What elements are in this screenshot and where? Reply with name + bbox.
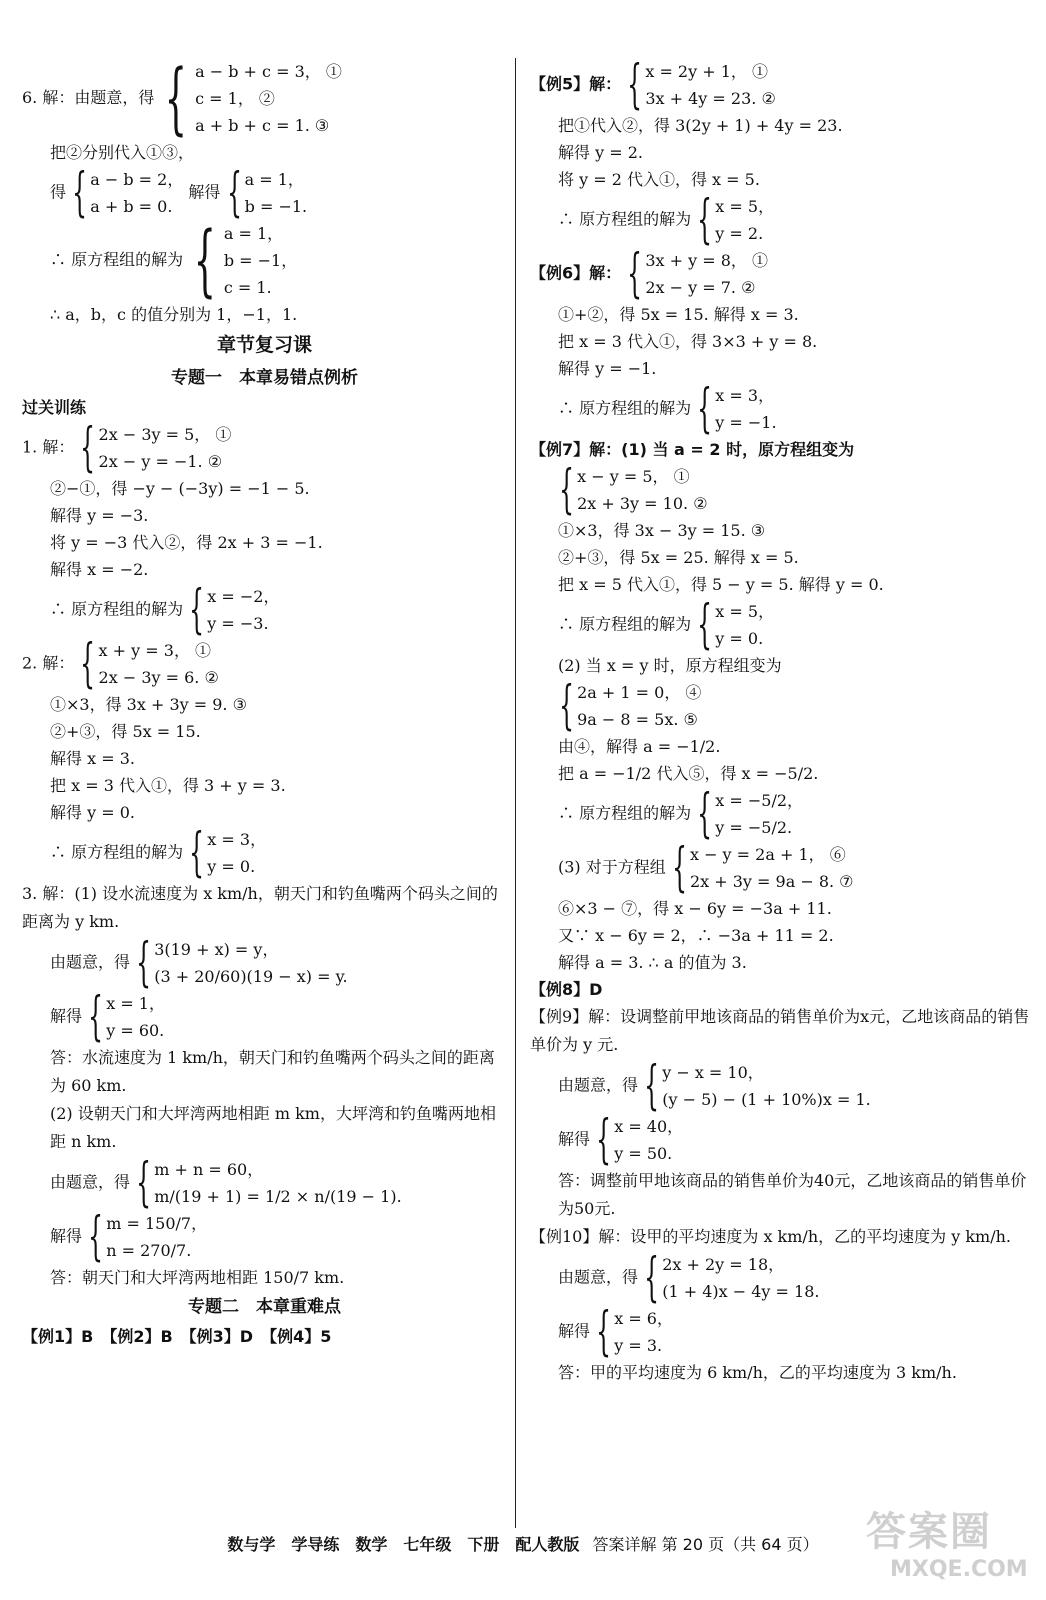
ex8: 【例8】D: [530, 980, 603, 999]
ex7-line8: ∴ 原方程组的解为 { x = −5/2， y = −5/2.: [558, 784, 804, 844]
ex6-line1: ①+②，得 5x = 15. 解得 x = 3.: [558, 305, 799, 324]
left-column: [22, 53, 507, 1350]
ex7-system1: { x − y = 5， ① 2x + 3y = 10. ②: [559, 460, 708, 520]
q3-line6: 由题意，得 { m + n = 60， m/(19 + 1) = 1/2 × n/(19 − 1).: [50, 1153, 402, 1213]
p6-line3: ∴ 原方程组的解为 { a = 1， b = −1， c = 1.: [50, 215, 298, 306]
ex5-line1: 把①代入②，得 3(2y + 1) + 4y = 23.: [558, 116, 843, 135]
q1-statement: 1. 解： { 2x − 3y = 5， ① 2x − y = −1. ②: [22, 418, 232, 478]
ex5-line2: 解得 y = 2.: [558, 143, 643, 162]
ex10-line2: 解得 { x = 6， y = 3.: [558, 1302, 673, 1362]
ex10-line3: 答：甲的平均速度为 6 km/h，乙的平均速度为 3 km/h.: [558, 1363, 957, 1382]
ex7-system2: { 2a + 1 = 0， ④ 9a − 8 = 5x. ⑤: [559, 676, 702, 736]
ex6-line3: 解得 y = −1.: [558, 359, 657, 378]
q1-line1: ②−①，得 −y − (−3y) = −1 − 5.: [50, 479, 310, 498]
q3-line8: 答：朝天门和大坪湾两地相距 150/7 km.: [50, 1268, 345, 1287]
q2-line1: ①×3，得 3x + 3y = 9. ③: [50, 695, 247, 714]
footer-series: 数与学 学导练 数学 七年级 下册 配人教版: [227, 1535, 580, 1554]
ex5-line4: ∴ 原方程组的解为 { x = 5， y = 2.: [558, 190, 775, 250]
ex7-line6: 由④，解得 a = −1/2.: [558, 737, 721, 756]
q1-line3: 将 y = −3 代入②，得 2x + 3 = −1.: [50, 533, 323, 552]
q2-line2: ②+③，得 5x = 15.: [50, 722, 201, 741]
ex9-line3: 答：调整前甲地该商品的销售单价为40元，乙地该商品的销售单价为50元.: [558, 1171, 1027, 1218]
watermark: 答案圈 MXQE.COM: [866, 1509, 1028, 1582]
column-divider: [515, 58, 516, 1528]
ex5-line3: 将 y = 2 代入①，得 x = 5.: [558, 170, 760, 189]
ex7-label: 【例7】解：(1) 当 a = 2 时，原方程组变为: [530, 440, 855, 459]
q1-line2: 解得 y = −3.: [50, 506, 149, 525]
ex9-label: 【例9】解：设调整前甲地该商品的销售单价为x元，乙地该商品的销售单价为 y 元.: [530, 1007, 1030, 1054]
topic2-title: 专题二 本章重难点: [188, 1297, 341, 1317]
q1-line4: 解得 x = −2.: [50, 560, 149, 579]
ex7-line4: ∴ 原方程组的解为 { x = 5， y = 0.: [558, 595, 775, 655]
q3-line1: 3. 解：(1) 设水流速度为 x km/h，朝天门和钓鱼嘴两个码头之间的距离为 y km.: [22, 884, 498, 931]
p6-line4: ∴ a，b，c 的值分别为 1，−1，1.: [50, 305, 298, 324]
q3-line5: (2) 设朝天门和大坪湾两地相距 m km，大坪湾和钓鱼嘴两地相距 n km.: [50, 1104, 496, 1151]
q2-statement: 2. 解： { x + y = 3， ① 2x − 3y = 6. ②: [22, 634, 219, 694]
ex5-statement: 【例5】解： { x = 2y + 1， ① 3x + 4y = 23. ②: [530, 55, 776, 115]
ex9-line1: 由题意，得 { y − x = 10， (y − 5) − (1 + 10%)x = 1.: [558, 1056, 871, 1116]
ex6-statement: 【例6】解： { 3x + y = 8， ① 2x − y = 7. ②: [530, 244, 768, 304]
ex6-line2: 把 x = 3 代入①，得 3×3 + y = 8.: [558, 332, 818, 351]
q2-line5: 解得 y = 0.: [50, 803, 135, 822]
q3-line7: 解得 { m = 150/7， n = 270/7.: [50, 1207, 208, 1267]
p6-statement: 6. 解：由题意，得 { a − b + c = 3， ① c = 1， ② a + b + c = 1. ③: [22, 53, 342, 144]
ex9-line2: 解得 { x = 40， y = 50.: [558, 1110, 684, 1170]
ex7-line1: ①×3，得 3x − 3y = 15. ③: [558, 521, 766, 540]
q3-line3: 解得 { x = 1， y = 60.: [50, 987, 165, 1047]
ex7-line2: ②+③，得 5x = 25. 解得 x = 5.: [558, 548, 799, 567]
ex6-line4: ∴ 原方程组的解为 { x = 3， y = −1.: [558, 379, 777, 439]
right-column: [530, 55, 1030, 1386]
q3-line2: 由题意，得 { 3(19 + x) = y， (3 + 20/60)(19 − x) = y.: [50, 933, 348, 993]
ex7-line11: 又∵ x − 6y = 2，∴ −3a + 11 = 2.: [558, 926, 834, 945]
ex7-line9: (3) 对于方程组 { x − y = 2a + 1， ⑥ 2x + 3y = 9a − 8. ⑦: [558, 838, 854, 898]
ex7-line5: (2) 当 x = y 时，原方程组变为: [558, 656, 782, 675]
q2-line4: 把 x = 3 代入①，得 3 + y = 3.: [50, 776, 286, 795]
ex7-line10: ⑥×3 − ⑦，得 x − 6y = −3a + 11.: [558, 899, 832, 918]
footer-answer: 答案详解: [592, 1535, 657, 1554]
p6-line2: 得 { a − b = 2， a + b = 0. 解得 { a = 1， b = −1.: [50, 163, 308, 223]
q2-line6: ∴ 原方程组的解为 { x = 3， y = 0.: [50, 823, 267, 883]
footer-page: 第 20 页（共 64 页）: [661, 1535, 819, 1554]
ex7-line12: 解得 a = 3. ∴ a 的值为 3.: [558, 953, 747, 972]
ex7-line3: 把 x = 5 代入①，得 5 − y = 5. 解得 y = 0.: [558, 575, 884, 594]
p6-line1: 把②分别代入①③，: [50, 143, 195, 162]
examples-1-4: 【例1】B 【例2】B 【例3】D 【例4】5: [22, 1327, 332, 1346]
topic1-title: 专题一 本章易错点例析: [171, 368, 358, 388]
training-title: 过关训练: [22, 398, 87, 417]
ex10-label: 【例10】解：设甲的平均速度为 x km/h，乙的平均速度为 y km/h.: [530, 1227, 1011, 1246]
q3-line4: 答：水流速度为 1 km/h，朝天门和钓鱼嘴两个码头之间的距离为 60 km.: [50, 1048, 495, 1095]
ex7-line7: 把 a = −1/2 代入⑤，得 x = −5/2.: [558, 764, 819, 783]
q1-line5: ∴ 原方程组的解为 { x = −2， y = −3.: [50, 580, 280, 640]
ex10-line1: 由题意，得 { 2x + 2y = 18， (1 + 4)x − 4y = 18.: [558, 1248, 820, 1308]
chapter-title: 章节复习课: [216, 334, 312, 356]
p6-system: { a − b + c = 3， ① c = 1， ② a + b + c = 1. ③: [165, 53, 342, 144]
q2-line3: 解得 x = 3.: [50, 749, 135, 768]
